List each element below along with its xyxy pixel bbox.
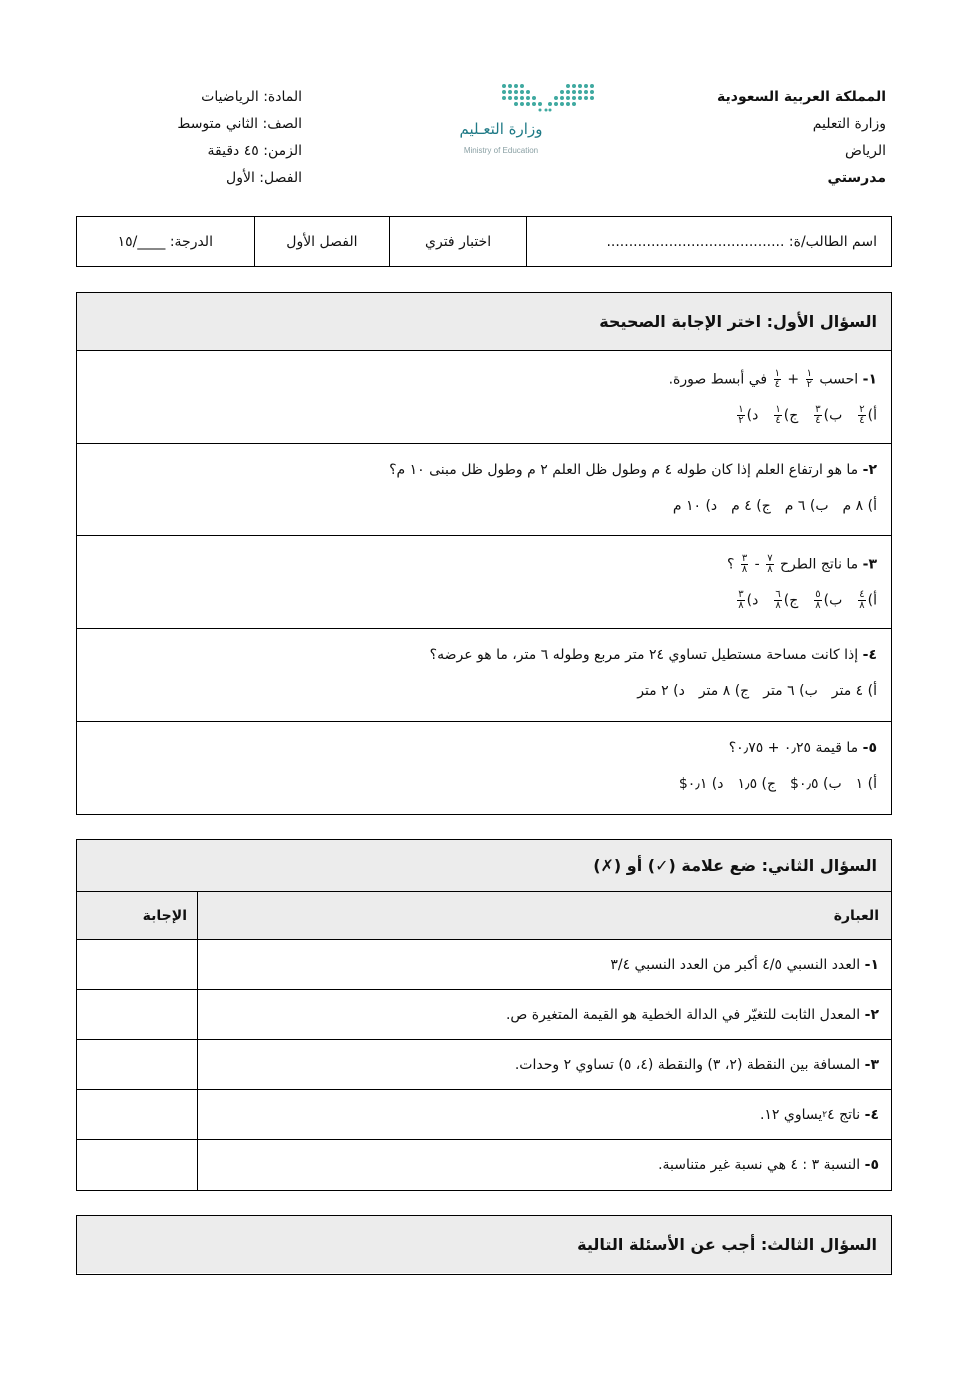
choice-c[interactable]: ج) ٤ م: [731, 498, 771, 514]
q1-item-2-choices: [673, 498, 877, 514]
answer-cell-4[interactable]: [77, 1090, 198, 1139]
header-left: [82, 84, 302, 192]
question-1-title: السؤال الأول: اختر الإجابة الصحيحة: [77, 293, 891, 351]
q1-item-1-text: ١- احسب ١ ٢ + ١ ٤ في أبسط صورة.: [668, 368, 877, 390]
grade-field[interactable]: الدرجة: ____/١٥: [117, 233, 213, 250]
choice-d[interactable]: د) ١ ٢: [738, 404, 759, 426]
grade-level-line: الصف: الثاني متوسط: [177, 116, 302, 132]
choice-a[interactable]: أ) ٢ ٤: [859, 404, 877, 426]
student-name-field[interactable]: اسم الطالب/ة: ........................................: [526, 217, 891, 266]
country-line: المملكة العربية السعودية: [717, 89, 886, 105]
choice-a[interactable]: أ) ٨ م: [842, 498, 877, 514]
q1-item-4: [77, 629, 891, 722]
fraction: ٣ ٨: [741, 553, 748, 575]
school-line: مدرستي: [827, 170, 886, 186]
logo-dots-icon: [446, 80, 606, 120]
table-row: [77, 990, 891, 1040]
choice-c[interactable]: ج) ١ ٤: [775, 404, 799, 426]
choice-b[interactable]: ب) ٣ ٤: [815, 404, 843, 426]
q1-item-1: [77, 351, 891, 444]
ministry-line: وزارة التعليم: [812, 116, 886, 132]
table-row: [77, 940, 891, 990]
choice-c[interactable]: ج) ١٫٥: [737, 776, 777, 792]
q1-item-3: [77, 536, 891, 629]
fraction: ١ ٤: [774, 368, 780, 390]
q1-item-3-text: ٣- ما ناتج الطرح ٧ ٨ - ٣ ٨ ؟: [726, 553, 877, 575]
fraction: ٧ ٨: [767, 553, 773, 575]
choice-b[interactable]: ب) ٠٫٥$: [790, 776, 842, 792]
choice-a[interactable]: أ) ٤ ٨: [859, 589, 877, 611]
choice-d[interactable]: د) ٠٫١$: [678, 776, 724, 792]
statement-5: ٥- النسبة ٣ : ٤ هي نسبة غير متناسبة.: [658, 1157, 879, 1173]
statement-column-header: العبارة: [833, 907, 879, 924]
q1-item-5-choices: [679, 776, 877, 792]
table-row: [77, 1040, 891, 1090]
question-3-title: السؤال الثالث: أجب عن الأسئلة التالية: [77, 1216, 891, 1273]
city-line: الرياض: [845, 143, 886, 159]
question-3-section: [76, 1215, 892, 1275]
statement-1: ١- العدد النسبي ٤/٥ أكبر من العدد النسبي ٣/٤: [610, 956, 879, 973]
student-info-table: [76, 216, 892, 267]
test-type-cell: اختبار فتري: [389, 217, 526, 266]
choice-b[interactable]: ب) ٥ ٨: [815, 589, 843, 611]
ministry-logo: [446, 80, 606, 160]
term-line: الفصل: الأول: [226, 170, 302, 186]
statement-4: ٤- ناتج ٤ ٢ يساوي ١٢.: [759, 1106, 879, 1123]
question-1-section: [76, 292, 892, 815]
q1-item-5-text: ٥- ما قيمة ٠٫٢٥ + ٠٫٧٥؟: [728, 740, 877, 756]
choice-a[interactable]: أ) ١: [855, 776, 877, 792]
question-2-section: [76, 839, 892, 1191]
question-2-title: السؤال الثاني: ضع علامة (✓) أو (✗): [77, 840, 891, 892]
answer-column-header: الإجابة: [77, 892, 198, 939]
choice-c[interactable]: ج) ٨ متر: [698, 683, 750, 699]
q1-item-4-choices: [637, 683, 877, 699]
choice-a[interactable]: أ) ٤ متر: [831, 683, 877, 699]
q1-item-2: [77, 444, 891, 536]
header-right: [626, 84, 886, 192]
choice-b[interactable]: ب) ٦ م: [784, 498, 829, 514]
answer-cell-3[interactable]: [77, 1040, 198, 1089]
choice-b[interactable]: ب) ٦ متر: [763, 683, 818, 699]
statement-3: ٣- المسافة بين النقطة (٢، ٣) والنقطة (٤، ٥) تساوي ٢ وحدات.: [514, 1056, 879, 1073]
fraction: ١ ٢: [806, 368, 812, 390]
answer-cell-5[interactable]: [77, 1140, 198, 1190]
q1-item-3-choices: [735, 590, 877, 611]
q1-item-5: [77, 722, 891, 814]
answer-cell-1[interactable]: [77, 940, 198, 989]
time-line: الزمن: ٤٥ دقيقة: [207, 143, 302, 159]
subject-line: المادة: الرياضيات: [201, 89, 302, 105]
choice-c[interactable]: ج) ٦ ٨: [775, 589, 799, 611]
q1-item-1-choices: [735, 405, 877, 426]
q1-item-2-text: ٢- ما هو ارتفاع العلم إذا كان طوله ٤ م وطول ظل العلم ٢ م وطول ظل مبنى ١٠ م؟: [389, 462, 877, 478]
term-cell: الفصل الأول: [254, 217, 390, 266]
logo-arabic-text: وزارة التعـليم: [459, 120, 543, 138]
choice-d[interactable]: د) ٣ ٨: [738, 589, 759, 611]
choice-d[interactable]: د) ١٠ م: [672, 498, 718, 514]
choice-d[interactable]: د) ٢ متر: [637, 683, 685, 699]
table-row: [77, 1140, 891, 1190]
answer-cell-2[interactable]: [77, 990, 198, 1039]
logo-english-text: Ministry of Education: [463, 146, 539, 155]
q1-item-4-text: ٤- إذا كانت مساحة مستطيل تساوي ٢٤ متر مربع وطوله ٦ متر، ما هو عرضه؟: [429, 647, 877, 663]
statement-2: ٢- المعدل الثابت للتغيّر في الدالة الخطية هو القيمة المتغيرة ص.: [505, 1006, 879, 1023]
table-row: [77, 1090, 891, 1140]
tf-table-header: [77, 892, 891, 940]
